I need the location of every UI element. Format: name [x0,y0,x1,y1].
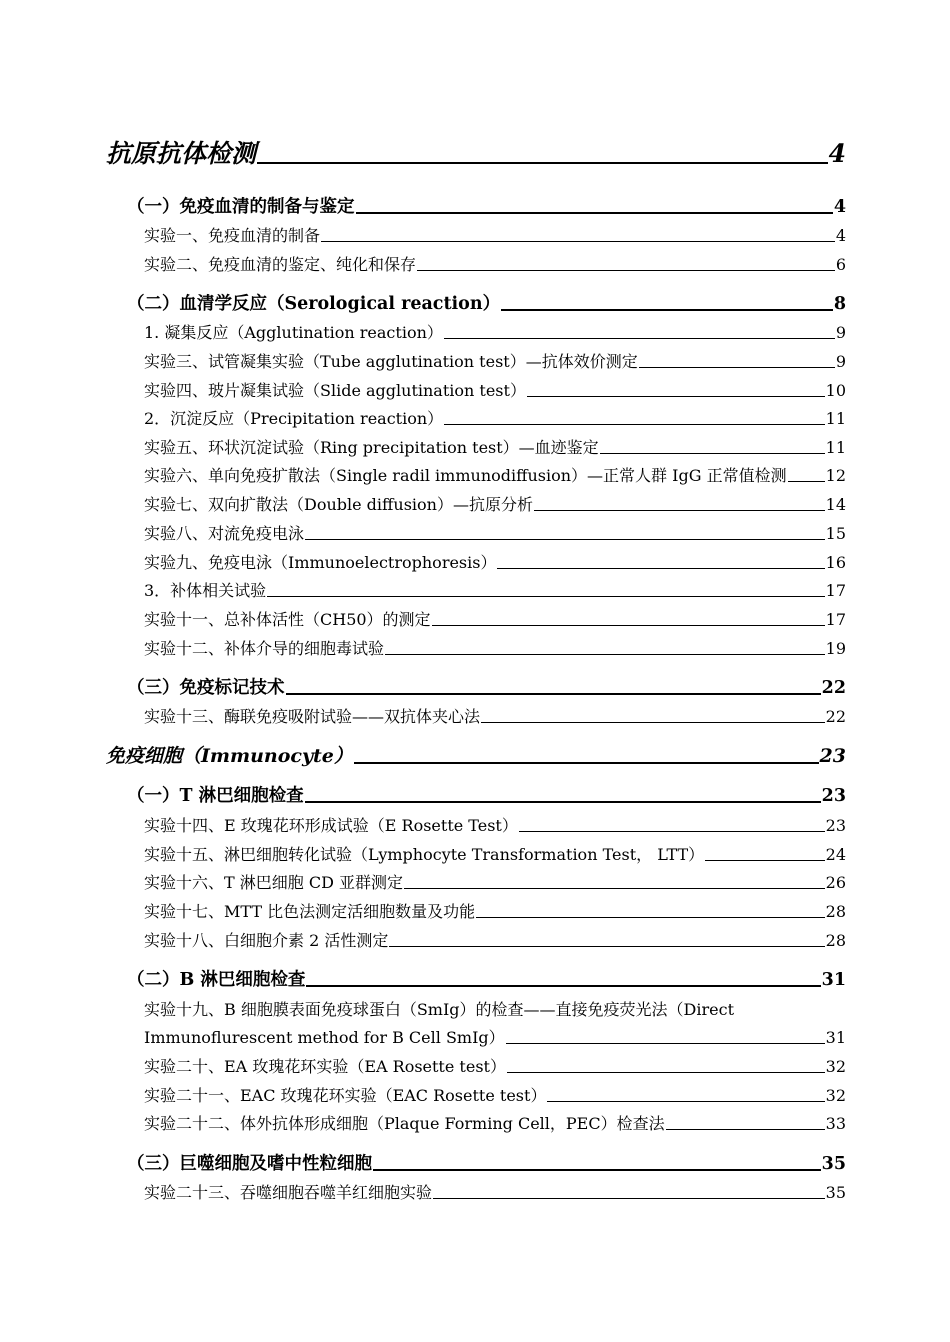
leader-line [286,693,821,695]
leader-line [444,338,835,339]
toc-entry[interactable]: 实验十一、总补体活性（CH50）的测定 17 [144,610,846,629]
leader-line [354,762,819,764]
leader-line [305,539,825,540]
toc-subheading-immune-serum[interactable]: （一）免疫血清的制备与鉴定 4 [127,197,846,217]
toc-entry[interactable]: 实验十二、补体介导的细胞毒试验 19 [144,639,846,658]
leader-line [639,367,835,368]
leader-line [481,722,825,723]
leader-line [404,888,825,889]
toc-entry[interactable]: 实验八、对流免疫电泳 15 [144,524,846,543]
leader-line [257,162,828,164]
toc-entry[interactable]: 实验十八、白细胞介素 2 活性测定 28 [144,931,846,950]
leader-line [666,1129,825,1130]
toc-subheading-macrophage[interactable]: （三）巨噬细胞及嗜中性粒细胞 35 [127,1154,846,1174]
toc-entry[interactable]: 实验二、免疫血清的鉴定、纯化和保存 6 [144,255,846,274]
toc-entry[interactable]: 实验十五、淋巴细胞转化试验（Lymphocyte Transformation Test， LTT） 24 [144,845,846,864]
toc-heading-immunocyte[interactable]: 免疫细胞（Immunocyte） 23 [106,745,846,767]
toc-entry[interactable]: 实验七、双向扩散法（Double diffusion）—抗原分析 14 [144,495,846,514]
leader-line [788,481,825,482]
toc-entry[interactable]: 1. 凝集反应（Agglutination reaction） 9 [144,323,846,342]
toc-heading-antigen-antibody[interactable]: 抗原抗体检测 4 [106,139,846,168]
toc-entry[interactable]: 实验二十二、体外抗体形成细胞（Plaque Forming Cell，PEC）检查法 33 [144,1114,846,1133]
leader-line [600,453,825,454]
leader-line [506,1043,825,1044]
toc-entry[interactable]: 实验三、试管凝集实验（Tube agglutination test）—抗体效价测定 9 [144,352,846,371]
toc-entry-line1[interactable]: 实验十九、B 细胞膜表面免疫球蛋白（SmIg）的检查——直接免疫荧光法（Direct [144,1000,734,1019]
toc-entry[interactable]: 实验十七、MTT 比色法测定活细胞数量及功能 28 [144,902,846,921]
leader-line [321,241,835,242]
leader-line [389,946,824,947]
toc-entry[interactable]: 实验十六、T 淋巴细胞 CD 亚群测定 26 [144,873,846,892]
toc-entry[interactable]: 实验四、玻片凝集试验（Slide agglutination test） 10 [144,381,846,400]
toc-subheading-b-lymphocyte[interactable]: （二）B 淋巴细胞检查 31 [127,970,846,990]
toc-entry[interactable]: 实验二十三、吞噬细胞吞噬羊红细胞实验 35 [144,1183,846,1202]
leader-line [507,1072,825,1073]
toc-subheading-serological[interactable]: （二）血清学反应（Serological reaction） 8 [127,294,846,314]
leader-line [356,212,833,214]
leader-line [534,510,825,511]
leader-line [497,568,824,569]
toc-entry[interactable]: 实验十四、E 玫瑰花环形成试验（E Rosette Test） 23 [144,816,846,835]
leader-line [267,596,824,597]
toc-subheading-immunolabeling[interactable]: （三）免疫标记技术 22 [127,678,846,698]
toc-entry[interactable]: 实验十三、酶联免疫吸附试验——双抗体夹心法 22 [144,707,846,726]
leader-line [501,309,833,311]
toc-entry[interactable]: 实验二十一、EAC 玫瑰花环实验（EAC Rosette test） 32 [144,1086,846,1105]
leader-line [433,1198,825,1199]
leader-line [417,270,835,271]
leader-line [385,654,825,655]
leader-line [444,424,824,425]
leader-line [547,1101,824,1102]
toc-entry[interactable]: 实验六、单向免疫扩散法（Single radil immunodiffusion）—正常人群 IgG 正常值检测 12 [144,466,846,485]
toc-entry[interactable]: 实验五、环状沉淀试验（Ring precipitation test）—血迹鉴定 11 [144,438,846,457]
leader-line [305,801,821,803]
toc-entry[interactable]: 实验一、免疫血清的制备 4 [144,226,846,245]
leader-line [476,917,825,918]
toc-entry[interactable]: 实验二十、EA 玫瑰花环实验（EA Rosette test） 32 [144,1057,846,1076]
leader-line [527,396,825,397]
toc-entry[interactable]: 实验九、免疫电泳（Immunoelectrophoresis） 16 [144,553,846,572]
toc-entry[interactable]: 3．补体相关试验 17 [144,581,846,600]
toc-entry[interactable]: 2．沉淀反应（Precipitation reaction） 11 [144,409,846,428]
leader-line [373,1169,821,1171]
leader-line [519,831,825,832]
leader-line [705,860,824,861]
toc-entry[interactable]: Immunoflurescent method for B Cell SmIg） 31 [144,1028,846,1047]
leader-line [306,985,820,987]
toc-subheading-t-lymphocyte[interactable]: （一）T 淋巴细胞检查 23 [127,786,846,806]
leader-line [432,625,825,626]
